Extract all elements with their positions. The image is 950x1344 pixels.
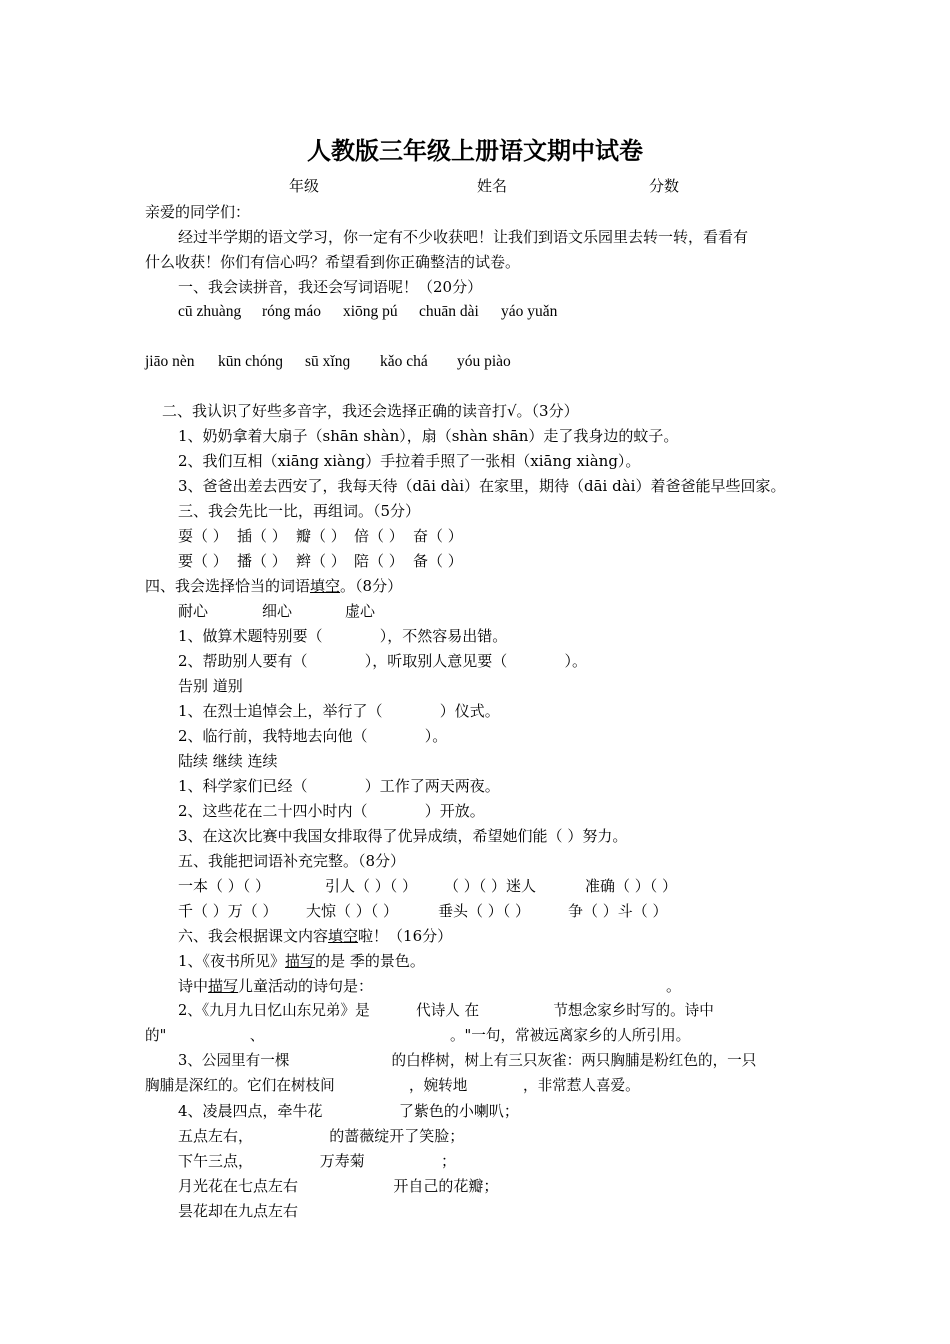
compare-item: 奋（ ） <box>413 527 463 545</box>
fill-question: 1、做算术题特别要（ ），不然容易出错。 <box>178 627 508 645</box>
header-score: 分数 <box>649 177 680 195</box>
intro-line-2: 什么收获！你们有信心吗？希望看到你正确整洁的试卷。 <box>145 253 521 271</box>
compare-item: 倍（ ） <box>354 527 404 545</box>
word-choice: 陆续 继续 连续 <box>178 752 278 770</box>
pinyin-item: kǎo chá <box>380 353 428 370</box>
compare-item: 播（ ） <box>237 552 287 570</box>
idiom-item: （ ）（ ）迷人 <box>444 877 537 895</box>
text-question: 昙花却在九点左右 <box>178 1202 299 1220</box>
compare-item: 辫（ ） <box>296 552 346 570</box>
pinyin-item: yáo yuǎn <box>501 303 558 320</box>
section-5-heading: 五、我能把词语补充完整。（8分） <box>178 852 406 870</box>
pinyin-item: cū zhuàng <box>178 303 242 320</box>
fill-question: 2、这些花在二十四小时内（ ）开放。 <box>178 802 485 820</box>
poem-question: 2、《九月九日忆山东兄弟》是 代诗人 在 节想念家乡时写的。诗中 <box>178 1002 714 1019</box>
pinyin-item: xiōng pú <box>343 303 398 320</box>
header-grade: 年级 <box>289 177 320 195</box>
compare-item: 瓣（ ） <box>296 527 346 545</box>
intro-line-1: 经过半学期的语文学习，你一定有不少收获吧！让我们到语文乐园里去转一转，看看有 <box>178 228 749 246</box>
section-3-heading: 三、我会先比一比，再组词。（5分） <box>178 502 421 520</box>
text-question: 月光花在七点左右 开自己的花瓣； <box>178 1177 499 1195</box>
fill-question: 3、在这次比赛中我国女排取得了优异成绩，希望她们能（ ）努力。 <box>178 827 628 845</box>
intro-greeting: 亲爱的同学们： <box>145 203 251 221</box>
word-choice: 细心 <box>262 602 293 620</box>
section-4-heading: 四、我会选择恰当的词语填空。（8分） <box>145 577 403 595</box>
fill-question: 2、帮助别人要有（ ），听取别人意见要（ ）。 <box>178 652 587 670</box>
text-question: 3、公园里有一棵 的白桦树，树上有三只灰雀：两只胸脯是粉红色的，一只 <box>178 1052 757 1069</box>
pinyin-item: jiāo nèn <box>145 353 195 370</box>
text-question: 胸脯是深红的。它们在树枝间 ，婉转地 ，非常惹人喜爱。 <box>145 1077 640 1094</box>
pinyin-item: kūn chónɡ <box>218 353 284 370</box>
poem-question: 诗中描写儿童活动的诗句是： <box>178 977 374 995</box>
compare-item: 耍（ ） <box>178 527 228 545</box>
section-2-question: 1、奶奶拿着大扇子（shān shàn），扇（shàn shān）走了我身边的蚊子。 <box>178 427 679 445</box>
pinyin-item: róng máo <box>262 303 321 320</box>
text-question: 下午三点， 万寿菊 ； <box>178 1152 457 1170</box>
poem-question: 1、《夜书所见》描写的是 季的景色。 <box>178 952 425 970</box>
compare-item: 陪（ ） <box>354 552 404 570</box>
idiom-item: 垂头（ ）（ ） <box>438 902 531 920</box>
compare-item: 备（ ） <box>413 552 463 570</box>
idiom-item: 准确（ ）（ ） <box>585 877 678 895</box>
word-choice: 虚心 <box>345 602 376 620</box>
compare-item: 插（ ） <box>237 527 287 545</box>
idiom-item: 一本（ ）（ ） <box>178 877 271 895</box>
pinyin-item: chuān dài <box>419 303 479 320</box>
section-1-heading: 一、我会读拼音，我还会写词语呢！（20分） <box>178 278 483 296</box>
text-question: 五点左右， 的蔷薇绽开了笑脸； <box>178 1127 465 1145</box>
header-name: 姓名 <box>477 177 508 195</box>
page-title: 人教版三年级上册语文期中试卷 <box>307 136 643 165</box>
fill-question: 1、科学家们已经（ ）工作了两天两夜。 <box>178 777 500 795</box>
compare-item: 要（ ） <box>178 552 228 570</box>
poem-question: 的" 、 。"一句，常被远离家乡的人所引用。 <box>145 1027 691 1044</box>
poem-question-end: 。 <box>666 977 682 995</box>
idiom-item: 大惊（ ）（ ） <box>306 902 399 920</box>
text-question: 4、凌晨四点，牵牛花 了紫色的小喇叭； <box>178 1102 519 1120</box>
idiom-item: 争（ ）斗（ ） <box>568 902 668 920</box>
fill-question: 2、临行前，我特地去向他（ ）。 <box>178 727 448 745</box>
idiom-item: 引人（ ）（ ） <box>325 877 418 895</box>
section-6-heading: 六、我会根据课文内容填空啦！（16分） <box>178 927 453 945</box>
section-2-question: 2、我们互相（xiāng xiàng）手拉着手照了一张相（xiāng xiàng）。 <box>178 452 641 470</box>
idiom-item: 千（ ）万（ ） <box>178 902 278 920</box>
section-2-heading: 二、我认识了好些多音字，我还会选择正确的读音打√。（3分） <box>162 402 579 420</box>
fill-question: 1、在烈士追悼会上，举行了（ ）仪式。 <box>178 702 500 720</box>
word-choice: 告别 道别 <box>178 677 243 695</box>
word-choice: 耐心 <box>178 602 209 620</box>
section-2-question: 3、爸爸出差去西安了，我每天待（dāi dài）在家里，期待（dāi dài）着爸爸能早些回家。 <box>178 477 786 495</box>
pinyin-item: sū xǐnɡ <box>305 353 351 370</box>
pinyin-item: yóu piào <box>457 353 511 370</box>
